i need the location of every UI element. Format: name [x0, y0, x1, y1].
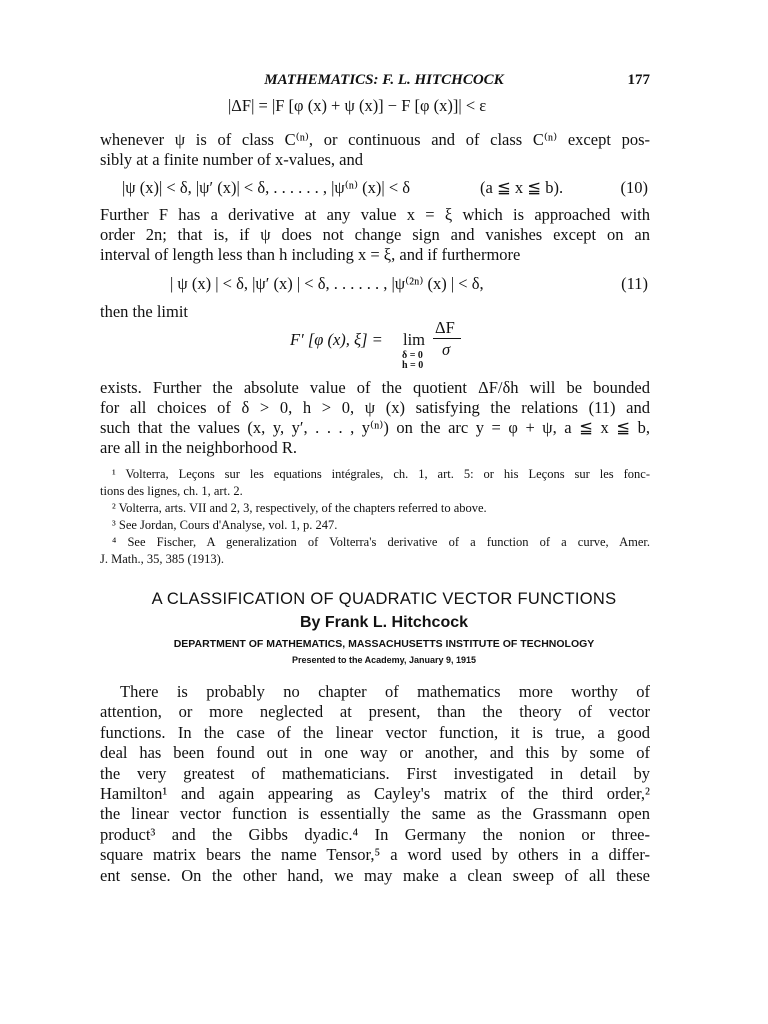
footnote: ³ See Jordan, Cours d'Analyse, vol. 1, p. 247.	[112, 518, 338, 532]
limit-numerator: ΔF	[435, 318, 455, 337]
body-line: Hamilton¹ and again appearing as Cayley's matrix of the third order,²	[100, 784, 650, 804]
paragraph-line: such that the values (x, y, y′, . . . , y⁽ⁿ⁾) on the arc y = φ + ψ, a ≦ x ≦ b,	[100, 418, 650, 437]
footnote: ¹ Volterra, Leçons sur les equations intégrales, ch. 1, art. 5: or his Leçons sur les fonc-	[112, 467, 650, 481]
article-department: DEPARTMENT OF MATHEMATICS, MASSACHUSETTS INSTITUTE OF TECHNOLOGY	[173, 638, 595, 650]
paragraph-line: then the limit	[100, 302, 188, 321]
body-line: functions. In the case of the linear vector function, it is true, a good	[100, 722, 650, 742]
equation-number-10: (10)	[620, 178, 648, 197]
running-head: MATHEMATICS: F. L. HITCHCOCK	[264, 72, 504, 88]
fraction-bar	[433, 338, 461, 339]
equation-10: |ψ (x)| < δ, |ψ′ (x)| < δ, . . . . . . , |ψ⁽ⁿ⁾ (x)| < δ	[122, 178, 411, 197]
body-line: the very greatest of mathematicians. First investigated in detail by	[100, 763, 650, 783]
limit-word: lim	[403, 330, 426, 349]
equation-limit	[290, 318, 490, 374]
limit-lhs: F′ [φ (x), ξ] =	[290, 330, 383, 349]
limit-denominator: σ	[442, 340, 451, 359]
paragraph-line: order 2n; that is, if ψ does not change sign and vanishes except on an	[100, 225, 650, 244]
footnote: ² Volterra, arts. VII and 2, 3, respectively, of the chapters referred to above.	[112, 501, 487, 515]
limit-subscript-h: h = 0	[402, 360, 424, 371]
body-line: deal has been found out in one way or another, and this by some of	[100, 743, 650, 763]
paragraph-line: sibly at a finite number of x-values, and	[100, 150, 364, 169]
body-line: ent sense. On the other hand, we may make a clean sweep of all these	[100, 865, 650, 885]
article-byline: By Frank L. Hitchcock	[299, 614, 469, 631]
page-header	[0, 72, 768, 94]
equation-number-11: (11)	[621, 274, 648, 293]
paragraph-line: interval of length less than h including x = ξ, and if furthermore	[100, 245, 521, 264]
equation-delta-f: |ΔF| = |F [φ (x) + ψ (x)] − F [φ (x)]| < ε	[228, 96, 487, 115]
equation-11: | ψ (x) | < δ, |ψ′ (x) | < δ, . . . . . . , |ψ⁽²ⁿ⁾ (x) | < δ,	[170, 274, 484, 293]
body-line: the linear vector function is essentially the same as the Grassmann open	[100, 804, 650, 824]
footnote: J. Math., 35, 385 (1913).	[100, 552, 224, 566]
body-line: There is probably no chapter of mathematics more worthy of	[120, 682, 650, 701]
paragraph-line: exists. Further the absolute value of the quotient ΔF/δh will be bounded	[100, 378, 650, 397]
equation-10-condition: (a ≦ x ≦ b).	[480, 178, 564, 197]
body-line: product³ and the Gibbs dyadic.⁴ In Germany the nonion or three-	[100, 824, 650, 844]
paragraph-line: Further F has a derivative at any value x = ξ which is approached with	[100, 205, 650, 224]
body-line: attention, or more neglected at present, than the theory of vector	[100, 702, 650, 722]
footnote: tions des lignes, ch. 1, art. 2.	[100, 484, 243, 498]
paragraph-line: for all choices of δ > 0, h > 0, ψ (x) satisfying the relations (11) and	[100, 398, 650, 417]
footnote: ⁴ See Fischer, A generalization of Volterra's derivative of a function of a curve, Amer.	[112, 535, 650, 549]
article-title: A CLASSIFICATION OF QUADRATIC VECTOR FUNCTIONS	[151, 590, 617, 608]
paragraph-line: are all in the neighborhood R.	[100, 438, 298, 457]
article-presented: Presented to the Academy, January 9, 1915	[291, 655, 477, 665]
article-body	[100, 682, 650, 886]
limit-subscript-delta: δ = 0	[402, 350, 423, 361]
body-line: square matrix bears the name Tensor,⁵ a word used by others in a differ-	[100, 845, 650, 865]
paragraph-line: whenever ψ is of class C⁽ⁿ⁾, or continuous and of class C⁽ⁿ⁾ except pos-	[100, 130, 650, 149]
page-number: 177	[627, 72, 650, 88]
